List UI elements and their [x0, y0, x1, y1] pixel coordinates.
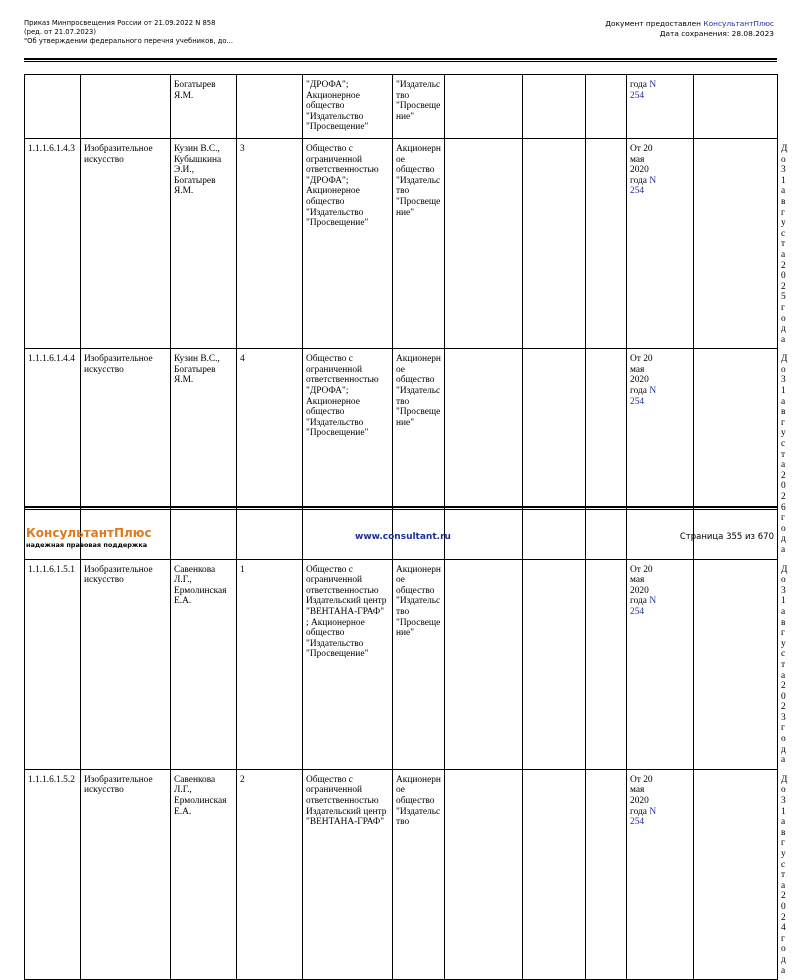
order-link[interactable]: N — [649, 80, 657, 90]
table-cell — [445, 75, 523, 139]
table-cell: Савенкова Л.Г., Ермолинская Е.А. — [171, 559, 237, 769]
table-cell — [523, 769, 586, 979]
table-cell: "Издательс тво "Просвеще ние" — [393, 75, 445, 139]
table-cell — [81, 75, 171, 139]
website-link[interactable]: www.consultant.ru — [355, 532, 451, 542]
table-cell — [523, 349, 586, 559]
approval-date-cell — [627, 769, 694, 979]
table-row: 1.1.1.6.1.4.4 Изобразительное искусство Кузин В.С., Богатырев Я.М. 4 Общество с ограниченной ответственностью "ДРОФА"; Акционерное общество "Издательство "Просвещение" Акционерн ое общество "Издательс тво "Просвеще ние" От 20 мая 2020 года N 254 До 31 августа 2026 года — [25, 349, 778, 559]
table-cell — [523, 75, 586, 139]
approval-date-cell — [627, 75, 694, 139]
date-text: От 20 мая 2020 года — [630, 144, 653, 186]
header-line: "Об утверждении федерального перечня учебников, до... — [24, 37, 233, 45]
table-cell: "ДРОФА"; Акционерное общество "Издательство "Просвещение" — [303, 75, 393, 139]
order-link[interactable]: N — [649, 596, 657, 607]
date-text: От 20 мая 2020 года — [630, 564, 653, 607]
table-cell — [694, 559, 778, 769]
order-number-link[interactable]: 254 — [630, 817, 645, 828]
order-number-link[interactable]: 254 — [630, 90, 645, 101]
table-cell: 1.1.1.6.1.5.1 — [25, 559, 81, 769]
page-number: Страница 355 из 670 — [679, 532, 774, 542]
table-row — [25, 75, 778, 139]
saved-date: Дата сохранения: 28.08.2023 — [659, 29, 774, 38]
date-text: года — [630, 80, 650, 90]
table-row: 1.1.1.6.1.5.2 Изобразительное искусство Савенкова Л.Г., Ермолинская Е.А. 2 Общество с ограниченной ответственностью Издательский центр "ВЕНТАНА-ГРАФ" Акционерн ое общество "Издательс тво От 20 мая 2020 года N 254 До 31 августа 2024 года — [25, 769, 778, 979]
table-cell: Изобразительное искусство — [81, 139, 171, 349]
table-cell: Кузин В.С., Богатырев Я.М. — [171, 349, 237, 559]
header-divider — [24, 58, 777, 62]
document-header-title — [24, 19, 233, 46]
table-cell — [445, 559, 523, 769]
order-link[interactable]: N — [649, 386, 657, 397]
table-row: 1.1.1.6.1.5.1 Изобразительное искусство Савенкова Л.Г., Ермолинская Е.А. 1 Общество с ограниченной ответственностью Издательский центр "ВЕНТАНА-ГРАФ" ; Акционерное общество "Издательство "Просвещение" Акционерн ое общество "Издательс тво "Просвеще ние" От 20 мая 2020 года N 254 До 31 августа 2023 года — [25, 559, 778, 769]
table-cell — [586, 139, 627, 349]
table-cell — [25, 75, 81, 139]
table-cell — [694, 349, 778, 559]
table-cell: Общество с ограниченной ответственностью "ДРОФА"; Акционерное общество "Издательство "Просвещение" — [303, 139, 393, 349]
table-cell — [445, 139, 523, 349]
approval-date-cell — [627, 349, 694, 559]
table-cell — [237, 75, 303, 139]
header-line: Приказ Минпросвещения России от 21.09.2022 N 858 — [24, 19, 216, 27]
approval-date-cell — [627, 139, 694, 349]
table-cell — [445, 349, 523, 559]
table-cell: Акционерн ое общество "Издательс тво "Просвеще ние" — [393, 139, 445, 349]
table-cell: 4 — [237, 349, 303, 559]
footer-divider — [24, 506, 777, 510]
logo-name: КонсультантПлюс — [26, 526, 152, 540]
table-cell: Богатырев Я.М. — [171, 75, 237, 139]
table-cell — [586, 559, 627, 769]
table-cell — [694, 769, 778, 979]
provided-by-label: Документ предоставлен — [605, 19, 704, 28]
document-header-provider — [605, 19, 774, 39]
logo-tagline: надежная правовая поддержка — [26, 541, 148, 549]
date-text: От 20 мая 2020 года — [630, 774, 653, 817]
table-cell: Изобразительное искусство — [81, 559, 171, 769]
table-cell: 3 — [237, 139, 303, 349]
table-cell — [586, 769, 627, 979]
table-cell: Общество с ограниченной ответственностью Издательский центр "ВЕНТАНА-ГРАФ" — [303, 769, 393, 979]
table-cell — [523, 139, 586, 349]
table-cell: Изобразительное искусство — [81, 349, 171, 559]
table-cell: Кузин В.С., Кубышкина Э.И., Богатырев Я.М. — [171, 139, 237, 349]
order-number-link[interactable]: 254 — [630, 396, 645, 407]
table-cell — [694, 139, 778, 349]
table-cell: 1.1.1.6.1.5.2 — [25, 769, 81, 979]
table-cell: Савенкова Л.Г., Ермолинская Е.А. — [171, 769, 237, 979]
table-cell — [694, 75, 778, 139]
table-cell: 2 — [237, 769, 303, 979]
consultant-link[interactable]: КонсультантПлюс — [703, 19, 774, 28]
table-cell: 1.1.1.6.1.4.3 — [25, 139, 81, 349]
order-link[interactable]: N — [649, 806, 657, 817]
order-number-link[interactable]: 254 — [630, 186, 645, 197]
table-cell — [523, 559, 586, 769]
table-cell: Общество с ограниченной ответственностью Издательский центр "ВЕНТАНА-ГРАФ" ; Акционерное общество "Издательство "Просвещение" — [303, 559, 393, 769]
approval-date-cell — [627, 559, 694, 769]
table-cell: Акционерн ое общество "Издательс тво — [393, 769, 445, 979]
table-cell: Акционерн ое общество "Издательс тво "Просвеще ние" — [393, 349, 445, 559]
table-cell: Изобразительное искусство — [81, 769, 171, 979]
header-line: (ред. от 21.07.2023) — [24, 28, 97, 36]
table-cell: 1 — [237, 559, 303, 769]
consultant-logo — [26, 526, 152, 549]
order-link[interactable]: N — [649, 175, 657, 186]
table-cell — [586, 349, 627, 559]
table-cell: 1.1.1.6.1.4.4 — [25, 349, 81, 559]
date-text: От 20 мая 2020 года — [630, 354, 653, 397]
table-cell: Акционерн ое общество "Издательс тво "Просвеще ние" — [393, 559, 445, 769]
table-row: 1.1.1.6.1.4.3 Изобразительное искусство Кузин В.С., Кубышкина Э.И., Богатырев Я.М. 3 Общество с ограниченной ответственностью "ДРОФА"; Акционерное общество "Издательство "Просвещение" Акционерн ое общество "Издательс тво "Просвеще ние" От 20 мая 2020 года N 254 До 31 августа 2025 года — [25, 139, 778, 349]
order-number-link[interactable]: 254 — [630, 606, 645, 617]
table-cell: Общество с ограниченной ответственностью "ДРОФА"; Акционерное общество "Издательство "Просвещение" — [303, 349, 393, 559]
table-cell — [445, 769, 523, 979]
table-cell — [586, 75, 627, 139]
